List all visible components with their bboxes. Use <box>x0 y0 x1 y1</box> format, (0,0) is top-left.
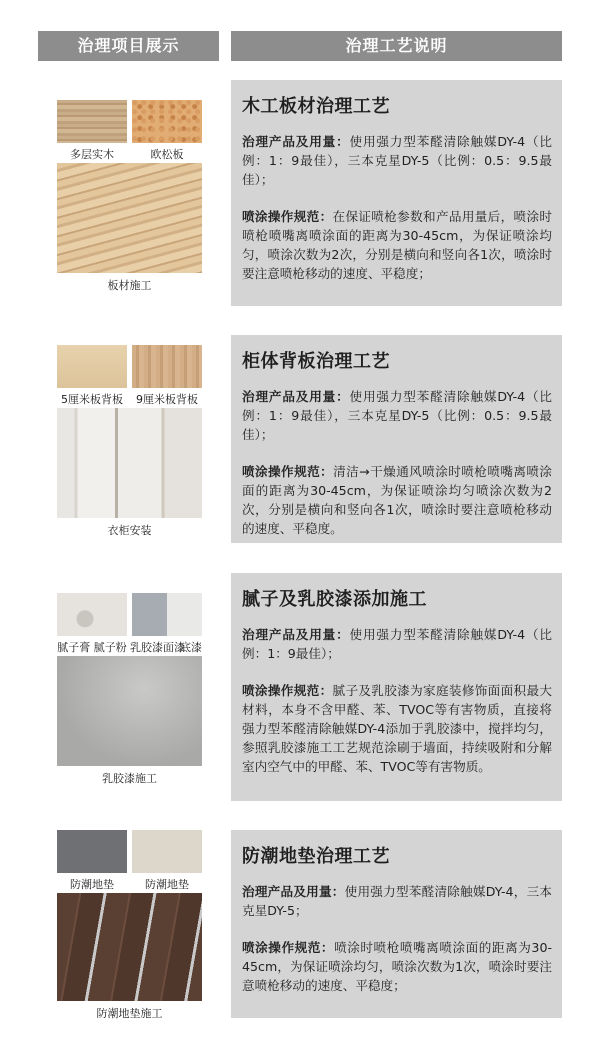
thumb-latex-topcoat <box>132 593 167 636</box>
thumb-osb-board <box>132 100 202 143</box>
section-title: 腻子及乳胶漆添加施工 <box>242 589 427 610</box>
thumb-caption: 欧松板 <box>150 148 184 161</box>
spray-paragraph <box>242 462 552 538</box>
spray-paragraph <box>242 681 552 776</box>
spray-text: 腻子及乳胶漆为家庭装修饰面面积最大材料，本身不含甲醛、苯、TVOC等有害物质，直接将强力型苯醛清除触媒DY-4添加于乳胶漆中，搅拌均匀，参照乳胶漆施工工艺规范涂刷于墙面，持续吸附和分解室内空气中的甲醛、苯、TVOC等有害物质。 <box>242 683 553 774</box>
thumb-caption: 乳胶漆面漆 <box>130 641 185 654</box>
main-photo-caption: 衣柜安装 <box>107 524 152 537</box>
section-title: 木工板材治理工艺 <box>242 96 390 117</box>
thumb-caption: 底漆 <box>180 641 202 654</box>
products-label: 治理产品及用量： <box>242 627 350 642</box>
spray-paragraph <box>242 207 552 283</box>
thumb-9cm-backboard <box>132 345 202 388</box>
process-panel <box>231 80 562 306</box>
products-label: 治理产品及用量： <box>242 134 350 149</box>
thumb-multilayer-wood <box>57 100 127 143</box>
products-label: 治理产品及用量： <box>242 884 345 899</box>
main-photo-floor-install <box>57 893 202 1001</box>
main-photo-wardrobe <box>57 408 202 518</box>
spray-paragraph <box>242 938 552 995</box>
thumb-caption: 腻子膏 腻子粉 <box>57 641 127 654</box>
spray-label: 喷涂操作规范： <box>242 683 333 698</box>
thumb-caption: 9厘米板背板 <box>136 393 198 406</box>
main-photo-board <box>57 163 202 273</box>
spray-label: 喷涂操作规范： <box>242 209 333 224</box>
main-photo-caption: 板材施工 <box>107 279 152 292</box>
thumb-primer <box>167 593 202 636</box>
header-right-label: 治理工艺说明 <box>231 31 562 61</box>
thumb-5cm-backboard <box>57 345 127 388</box>
section-title: 柜体背板治理工艺 <box>242 351 390 372</box>
thumb-caption: 防潮地垫 <box>145 878 189 891</box>
spray-label: 喷涂操作规范： <box>242 464 334 479</box>
thumb-caption: 多层实木 <box>70 148 114 161</box>
main-photo-latex-wall <box>57 656 202 766</box>
header-left-label: 治理项目展示 <box>38 31 219 61</box>
products-text: 使用强力型苯醛清除触媒DY-4，三本克星DY-5； <box>242 884 553 918</box>
spray-text: 清洁→干燥通风喷涂时喷枪喷嘴离喷涂面的距离为30-45cm，为保证喷涂均匀喷涂次数为2次，分别是横向和竖向各1次，喷涂时要注意喷枪移动的速度、平稳度。 <box>242 464 552 536</box>
spray-text: 喷涂时喷枪喷嘴离喷涂面的距离为30-45cm，为保证喷涂均匀，喷涂次数为1次，喷涂时要注意喷枪移动的速度、平稳度； <box>242 940 552 993</box>
products-paragraph <box>242 132 552 189</box>
products-paragraph <box>242 387 552 444</box>
products-text: 使用强力型苯醛清除触媒DY-4（比例：1：9最佳），三本克星DY-5（比例：0.5：9.5最佳）； <box>242 134 553 187</box>
section-title: 防潮地垫治理工艺 <box>242 846 390 867</box>
process-panel <box>231 335 562 543</box>
products-paragraph <box>242 625 552 663</box>
thumb-putty <box>57 593 127 636</box>
main-photo-caption: 防潮地垫施工 <box>96 1007 163 1020</box>
spray-label: 喷涂操作规范： <box>242 940 335 955</box>
thumb-moisture-mat-beige <box>132 830 202 873</box>
products-text: 使用强力型苯醛清除触媒DY-4（比例：1：9最佳），三本克星DY-5（比例：0.5：9.5最佳）； <box>242 389 553 442</box>
thumb-moisture-mat-grey <box>57 830 127 873</box>
spray-text: 在保证喷枪参数和产品用量后，喷涂时喷枪喷嘴离喷涂面的距离为30-45cm，为保证喷涂均匀，喷涂次数为2次，分别是横向和竖向各1次，喷涂时要注意喷枪移动的速度、平稳度； <box>242 209 553 281</box>
products-paragraph <box>242 882 552 920</box>
thumb-caption: 防潮地垫 <box>70 878 114 891</box>
products-text: 使用强力型苯醛清除触媒DY-4（比例：1：9最佳）； <box>242 627 553 661</box>
main-photo-caption: 乳胶漆施工 <box>102 772 157 785</box>
thumb-caption: 5厘米板背板 <box>61 393 123 406</box>
products-label: 治理产品及用量： <box>242 389 350 404</box>
process-panel <box>231 573 562 801</box>
process-panel <box>231 830 562 1018</box>
